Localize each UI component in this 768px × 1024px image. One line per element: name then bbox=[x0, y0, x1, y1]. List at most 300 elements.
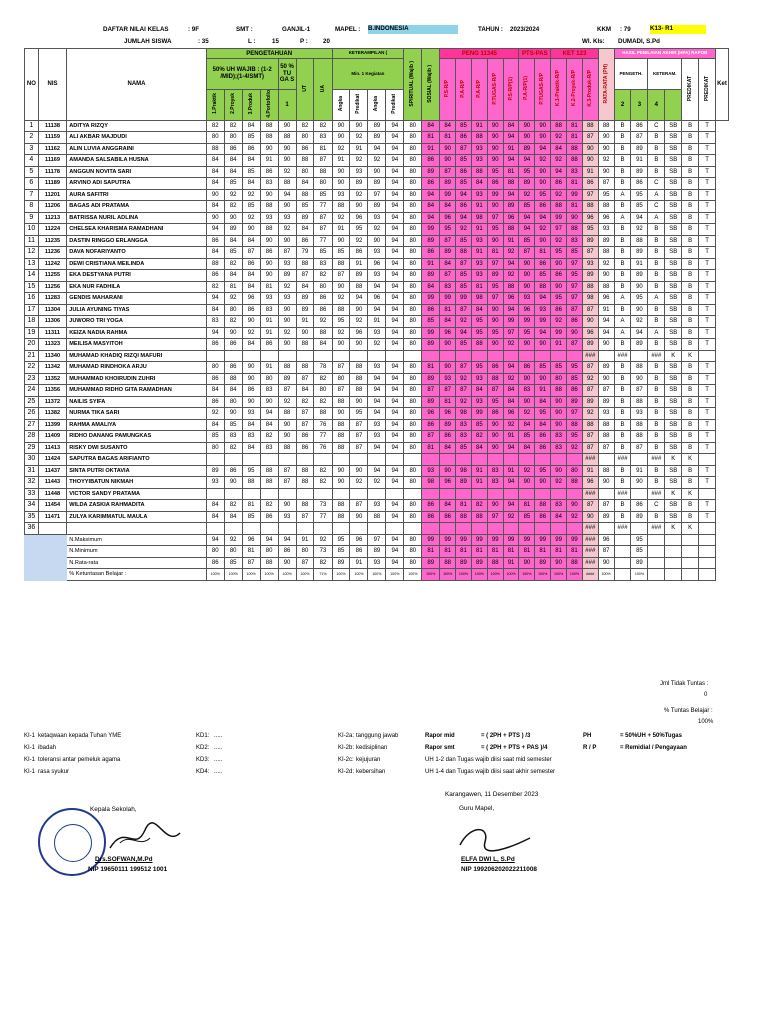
score-cell: 94 bbox=[503, 477, 519, 489]
score-cell: 89 bbox=[631, 339, 648, 351]
score-cell bbox=[503, 488, 519, 500]
student-no: 4 bbox=[25, 155, 39, 167]
score-cell: 94 bbox=[503, 258, 519, 270]
score-cell bbox=[386, 350, 404, 362]
summary-cell: 89 bbox=[535, 557, 551, 569]
score-cell: 90 bbox=[260, 396, 278, 408]
summary-row bbox=[25, 534, 729, 546]
score-cell: 86 bbox=[242, 143, 260, 155]
score-cell: 86 bbox=[260, 511, 278, 523]
student-row bbox=[25, 293, 729, 305]
score-cell: 90 bbox=[631, 477, 648, 489]
summary-cell: 100% bbox=[296, 569, 314, 581]
score-cell: 88 bbox=[332, 442, 350, 454]
score-cell: 85 bbox=[519, 511, 535, 523]
score-cell bbox=[350, 350, 368, 362]
summary-cell: 90 bbox=[519, 557, 535, 569]
score-cell bbox=[314, 454, 332, 466]
score-cell: 83 bbox=[551, 500, 567, 512]
score-cell: 81 bbox=[422, 132, 440, 144]
score-cell: 95 bbox=[598, 189, 614, 201]
score-cell: 83 bbox=[567, 166, 583, 178]
score-cell: 95 bbox=[350, 224, 368, 236]
score-cell: B bbox=[614, 247, 631, 259]
score-cell: 88 bbox=[332, 258, 350, 270]
score-cell: 93 bbox=[368, 419, 386, 431]
score-cell: 85 bbox=[519, 431, 535, 443]
score-cell bbox=[404, 454, 422, 466]
score-cell: A bbox=[648, 189, 665, 201]
score-cell: 94 bbox=[535, 293, 551, 305]
summary-cell: 94 bbox=[206, 534, 224, 546]
summary-cell bbox=[648, 534, 665, 546]
score-cell: 92 bbox=[278, 327, 296, 339]
score-cell bbox=[440, 350, 456, 362]
score-cell: SB bbox=[665, 120, 682, 132]
student-name: AURA SAFITRI bbox=[67, 189, 207, 201]
score-cell: B bbox=[682, 500, 699, 512]
student-name: MUHAMMAD RIDHO GITA RAMADHAN bbox=[67, 385, 207, 397]
score-cell: SB bbox=[665, 362, 682, 374]
score-cell: 89 bbox=[422, 373, 440, 385]
summary-cell: ### bbox=[582, 557, 598, 569]
score-cell: 90 bbox=[487, 143, 503, 155]
score-cell: ### bbox=[614, 454, 631, 466]
score-cell: B bbox=[682, 143, 699, 155]
kd-value: ..... bbox=[214, 733, 223, 739]
score-cell: 88 bbox=[631, 235, 648, 247]
score-cell: 86 bbox=[487, 178, 503, 190]
score-cell: 88 bbox=[368, 511, 386, 523]
summary-cell: 100% bbox=[551, 569, 567, 581]
score-cell: 85 bbox=[535, 270, 551, 282]
score-cell: 90 bbox=[242, 224, 260, 236]
score-cell: B bbox=[682, 408, 699, 420]
summary-cell bbox=[665, 569, 682, 581]
student-nis: 11306 bbox=[38, 316, 67, 328]
score-cell: 88 bbox=[260, 224, 278, 236]
score-cell: 92 bbox=[278, 166, 296, 178]
score-cell: 90 bbox=[582, 143, 598, 155]
score-cell: 84 bbox=[422, 281, 440, 293]
score-cell: 88 bbox=[456, 511, 472, 523]
student-no: 1 bbox=[25, 120, 39, 132]
score-cell: 82 bbox=[260, 431, 278, 443]
score-cell: 80 bbox=[404, 293, 422, 305]
student-name: NAILIS SYIFA bbox=[67, 396, 207, 408]
score-cell: B bbox=[614, 442, 631, 454]
score-cell: ### bbox=[614, 523, 631, 535]
score-cell: B bbox=[682, 293, 699, 305]
score-cell: 82 bbox=[224, 201, 242, 213]
score-cell: 86 bbox=[224, 143, 242, 155]
student-nis bbox=[38, 523, 67, 535]
score-cell: 94 bbox=[368, 442, 386, 454]
score-cell: SB bbox=[665, 373, 682, 385]
score-cell: T bbox=[699, 339, 716, 351]
score-cell: B bbox=[682, 201, 699, 213]
score-cell: B bbox=[682, 270, 699, 282]
score-cell: 88 bbox=[206, 258, 224, 270]
score-cell: 93 bbox=[582, 258, 598, 270]
score-cell: 99 bbox=[422, 293, 440, 305]
score-cell: 93 bbox=[471, 143, 487, 155]
score-cell bbox=[487, 488, 503, 500]
summary-cell: 99 bbox=[503, 534, 519, 546]
summary-cell: 91 bbox=[296, 534, 314, 546]
score-cell: 80 bbox=[404, 281, 422, 293]
score-cell: 87 bbox=[332, 270, 350, 282]
ph-label: PH bbox=[583, 733, 592, 739]
score-cell: 84 bbox=[242, 339, 260, 351]
score-cell: 84 bbox=[503, 396, 519, 408]
score-cell: 88 bbox=[631, 362, 648, 374]
summary-cell: 94 bbox=[260, 534, 278, 546]
score-cell: 91 bbox=[582, 166, 598, 178]
score-cell: 92 bbox=[350, 477, 368, 489]
score-cell: 97 bbox=[567, 408, 583, 420]
student-nis: 11443 bbox=[38, 477, 67, 489]
score-cell: 88 bbox=[332, 419, 350, 431]
kkm-value: : 79 bbox=[620, 26, 631, 33]
score-cell: 80 bbox=[404, 201, 422, 213]
score-cell: 90 bbox=[368, 235, 386, 247]
summary-cell: 91 bbox=[503, 557, 519, 569]
score-cell: 81 bbox=[503, 166, 519, 178]
score-cell bbox=[440, 523, 456, 535]
score-cell: 81 bbox=[440, 396, 456, 408]
score-cell: 80 bbox=[296, 166, 314, 178]
score-cell: 94 bbox=[386, 373, 404, 385]
score-cell: 94 bbox=[386, 465, 404, 477]
score-cell: 86 bbox=[206, 235, 224, 247]
student-name: JULIA AYUNING TIYAS bbox=[67, 304, 207, 316]
score-cell: 91 bbox=[260, 362, 278, 374]
score-cell: 90 bbox=[598, 339, 614, 351]
student-row bbox=[25, 155, 729, 167]
score-cell: 93 bbox=[471, 258, 487, 270]
summary-cell: 100% bbox=[487, 569, 503, 581]
score-cell: 89 bbox=[422, 166, 440, 178]
score-cell: 96 bbox=[440, 327, 456, 339]
score-cell: 90 bbox=[519, 258, 535, 270]
score-cell: B bbox=[682, 132, 699, 144]
score-cell bbox=[456, 523, 472, 535]
score-cell: 87 bbox=[598, 442, 614, 454]
score-cell: 85 bbox=[519, 201, 535, 213]
summary-cell: 94 bbox=[386, 546, 404, 558]
ki2-code: KI-2c: bbox=[338, 757, 354, 763]
score-cell: 85 bbox=[456, 120, 472, 132]
score-cell: 92 bbox=[368, 155, 386, 167]
score-cell: 90 bbox=[296, 327, 314, 339]
score-cell: ### bbox=[582, 454, 598, 466]
score-cell bbox=[503, 350, 519, 362]
student-nis: 11213 bbox=[38, 212, 67, 224]
score-cell: 99 bbox=[503, 316, 519, 328]
student-name: ADITYA RIZQY bbox=[67, 120, 207, 132]
student-name: DEWI CRISTIANA MEILINDA bbox=[67, 258, 207, 270]
score-cell: 80 bbox=[314, 385, 332, 397]
score-cell: 94 bbox=[368, 304, 386, 316]
score-cell: B bbox=[614, 281, 631, 293]
score-cell: 86 bbox=[314, 304, 332, 316]
summary-cell: 96 bbox=[598, 534, 614, 546]
student-no: 30 bbox=[25, 454, 39, 466]
score-cell bbox=[260, 350, 278, 362]
score-cell: C bbox=[648, 178, 665, 190]
score-cell: 94 bbox=[386, 304, 404, 316]
score-cell: 88 bbox=[296, 155, 314, 167]
score-cell: 92 bbox=[631, 224, 648, 236]
summary-cell: 81 bbox=[535, 546, 551, 558]
col-ket-akhir: Ket bbox=[716, 49, 729, 121]
score-cell: 80 bbox=[404, 143, 422, 155]
score-cell: SB bbox=[665, 132, 682, 144]
score-cell: 94 bbox=[503, 500, 519, 512]
score-cell: ### bbox=[648, 454, 665, 466]
score-cell: 87 bbox=[598, 500, 614, 512]
student-row bbox=[25, 488, 729, 500]
score-cell: 88 bbox=[535, 500, 551, 512]
score-cell: 86 bbox=[296, 235, 314, 247]
score-cell bbox=[519, 523, 535, 535]
score-cell: 92 bbox=[519, 465, 535, 477]
student-name: ALI AKBAR MAJDUDI bbox=[67, 132, 207, 144]
score-cell: 85 bbox=[242, 201, 260, 213]
score-cell: 90 bbox=[535, 339, 551, 351]
l-label: L : bbox=[248, 38, 256, 45]
score-cell: 87 bbox=[296, 511, 314, 523]
score-cell: 87 bbox=[582, 247, 598, 259]
score-cell: B bbox=[682, 155, 699, 167]
score-cell: 81 bbox=[567, 178, 583, 190]
score-cell: 94 bbox=[386, 339, 404, 351]
score-cell: 92 bbox=[350, 155, 368, 167]
score-cell: 93 bbox=[631, 408, 648, 420]
score-cell: 87 bbox=[582, 132, 598, 144]
score-cell: 97 bbox=[487, 511, 503, 523]
score-cell: 92 bbox=[332, 327, 350, 339]
score-cell: 86 bbox=[206, 373, 224, 385]
score-cell: 86 bbox=[631, 120, 648, 132]
score-cell: 87 bbox=[631, 442, 648, 454]
score-cell: 89 bbox=[368, 120, 386, 132]
score-cell: 92 bbox=[368, 224, 386, 236]
guru-title: Guru Mapel, bbox=[459, 805, 495, 812]
score-cell: 88 bbox=[567, 143, 583, 155]
score-cell: 86 bbox=[456, 201, 472, 213]
score-cell: 84 bbox=[242, 281, 260, 293]
score-cell: 86 bbox=[422, 247, 440, 259]
score-cell: 90 bbox=[242, 396, 260, 408]
student-name bbox=[67, 523, 207, 535]
summary-row bbox=[25, 557, 729, 569]
score-cell: 88 bbox=[598, 419, 614, 431]
score-cell: K bbox=[682, 488, 699, 500]
summary-cell: 100% bbox=[278, 569, 296, 581]
score-cell: B bbox=[614, 362, 631, 374]
score-cell: 92 bbox=[350, 132, 368, 144]
score-cell: 80 bbox=[567, 465, 583, 477]
student-no: 17 bbox=[25, 304, 39, 316]
score-cell: 93 bbox=[440, 373, 456, 385]
score-cell: 90 bbox=[598, 132, 614, 144]
summary-cell: 100% bbox=[471, 569, 487, 581]
score-cell: 88 bbox=[567, 477, 583, 489]
score-cell: 84 bbox=[519, 442, 535, 454]
score-cell: 86 bbox=[296, 431, 314, 443]
score-cell: 90 bbox=[487, 431, 503, 443]
score-cell: T bbox=[699, 304, 716, 316]
score-cell: 94 bbox=[422, 189, 440, 201]
score-cell: 99 bbox=[519, 316, 535, 328]
score-cell: 91 bbox=[471, 201, 487, 213]
score-cell: 90 bbox=[242, 362, 260, 374]
score-cell: 80 bbox=[404, 247, 422, 259]
score-cell: C bbox=[648, 500, 665, 512]
score-cell: 94 bbox=[456, 327, 472, 339]
student-name: SAPUTRA BAGAS ARIFIANTO bbox=[67, 454, 207, 466]
score-cell: 80 bbox=[404, 258, 422, 270]
score-cell: 81 bbox=[456, 500, 472, 512]
rapor-smt-label: Rapor smt bbox=[425, 745, 455, 751]
summary-cell: 81 bbox=[456, 546, 472, 558]
summary-cell: 100% bbox=[631, 569, 648, 581]
score-cell: 90 bbox=[206, 189, 224, 201]
score-cell: 89 bbox=[631, 270, 648, 282]
student-no: 27 bbox=[25, 419, 39, 431]
score-cell: 92 bbox=[503, 247, 519, 259]
p-value: 20 bbox=[323, 38, 330, 45]
score-cell: 87 bbox=[296, 419, 314, 431]
score-cell: 76 bbox=[314, 419, 332, 431]
score-cell bbox=[551, 523, 567, 535]
score-cell: 84 bbox=[206, 201, 224, 213]
summary-cell: 89 bbox=[368, 546, 386, 558]
score-cell: SB bbox=[665, 442, 682, 454]
score-cell: 90 bbox=[535, 166, 551, 178]
score-cell: 93 bbox=[278, 258, 296, 270]
score-cell: 96 bbox=[582, 477, 598, 489]
score-cell: 86 bbox=[422, 304, 440, 316]
score-cell: B bbox=[614, 235, 631, 247]
student-nis: 11138 bbox=[38, 120, 67, 132]
kd-code: KD1: bbox=[196, 733, 210, 739]
col-ket: KET 123 bbox=[551, 49, 599, 59]
smt-value: GANJIL-1 bbox=[282, 26, 311, 33]
summary-cell: 99 bbox=[487, 534, 503, 546]
score-cell: 92 bbox=[503, 339, 519, 351]
score-cell: 80 bbox=[404, 327, 422, 339]
col-predikat-sp-2: PREDIKAT bbox=[699, 59, 716, 121]
score-cell: 82 bbox=[260, 500, 278, 512]
score-cell: 89 bbox=[598, 362, 614, 374]
score-cell: 86 bbox=[206, 396, 224, 408]
col-v4: P.S-R/P(1) bbox=[503, 59, 519, 121]
score-cell: 84 bbox=[296, 178, 314, 190]
score-cell: 84 bbox=[519, 419, 535, 431]
student-nis: 11454 bbox=[38, 500, 67, 512]
score-cell: 90 bbox=[487, 120, 503, 132]
score-cell: 90 bbox=[631, 373, 648, 385]
score-cell: 86 bbox=[422, 500, 440, 512]
score-cell bbox=[206, 454, 224, 466]
score-cell bbox=[368, 523, 386, 535]
score-cell: 91 bbox=[551, 339, 567, 351]
score-cell: B bbox=[682, 316, 699, 328]
score-cell: 91 bbox=[631, 465, 648, 477]
score-cell: 86 bbox=[631, 178, 648, 190]
score-cell bbox=[368, 454, 386, 466]
score-cell bbox=[368, 488, 386, 500]
score-cell: B bbox=[614, 132, 631, 144]
summary-cell: 90 bbox=[551, 557, 567, 569]
score-cell bbox=[278, 523, 296, 535]
score-cell: T bbox=[699, 500, 716, 512]
score-cell: 92 bbox=[224, 189, 242, 201]
score-cell: B bbox=[648, 166, 665, 178]
score-cell: 87 bbox=[296, 408, 314, 420]
score-cell: 90 bbox=[242, 373, 260, 385]
student-name: EKA DESTYANA PUTRI bbox=[67, 270, 207, 282]
score-cell: B bbox=[614, 431, 631, 443]
score-cell: B bbox=[614, 477, 631, 489]
score-cell bbox=[296, 523, 314, 535]
student-nis: 11342 bbox=[38, 362, 67, 374]
score-cell: 88 bbox=[598, 247, 614, 259]
score-cell bbox=[471, 454, 487, 466]
summary-cell: 99 bbox=[456, 534, 472, 546]
kkm-label: KKM bbox=[597, 26, 612, 33]
score-cell: 87 bbox=[350, 419, 368, 431]
student-no: 22 bbox=[25, 362, 39, 374]
score-cell bbox=[471, 350, 487, 362]
score-cell: 90 bbox=[440, 155, 456, 167]
summary-cell: 80 bbox=[404, 546, 422, 558]
score-cell: 92 bbox=[332, 293, 350, 305]
score-cell bbox=[404, 523, 422, 535]
score-cell: 94 bbox=[386, 431, 404, 443]
score-cell bbox=[332, 523, 350, 535]
score-cell: T bbox=[699, 201, 716, 213]
score-cell bbox=[260, 523, 278, 535]
summary-cell: 73 bbox=[314, 546, 332, 558]
summary-cell: 100% bbox=[456, 569, 472, 581]
summary-cell: 100% bbox=[440, 569, 456, 581]
score-cell: 92 bbox=[582, 408, 598, 420]
score-cell: 83 bbox=[567, 235, 583, 247]
student-no: 31 bbox=[25, 465, 39, 477]
score-cell: 93 bbox=[368, 362, 386, 374]
score-cell: 84 bbox=[535, 419, 551, 431]
score-cell: 90 bbox=[350, 304, 368, 316]
score-cell: 92 bbox=[350, 316, 368, 328]
score-cell bbox=[278, 488, 296, 500]
kepala-signature bbox=[105, 818, 185, 858]
score-cell: T bbox=[699, 511, 716, 523]
score-cell: B bbox=[682, 385, 699, 397]
score-cell: 95 bbox=[242, 465, 260, 477]
score-cell: 83 bbox=[440, 281, 456, 293]
score-cell: 90 bbox=[519, 373, 535, 385]
rapor-smt-formula: = ( 2PH + PTS + PAS )/4 bbox=[481, 745, 548, 751]
score-cell: 99 bbox=[440, 189, 456, 201]
col-predikat-k: Predikat bbox=[386, 90, 404, 121]
score-cell bbox=[314, 488, 332, 500]
student-name: DAVA NOFARIYANTO bbox=[67, 247, 207, 259]
score-cell: 90 bbox=[332, 477, 350, 489]
